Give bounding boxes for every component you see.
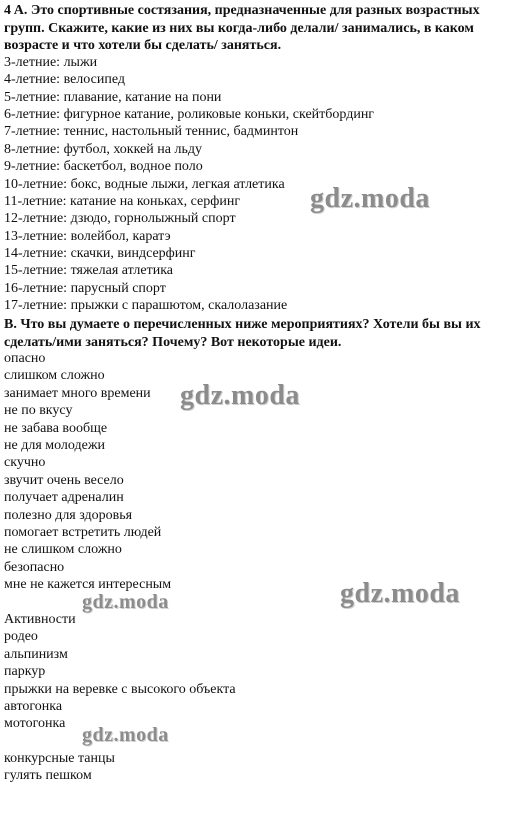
- list-item: 14-летние: скачки, виндсерфинг: [4, 246, 196, 261]
- list-item: 4-летние: велосипед: [4, 72, 125, 87]
- list-item: 11-летние: катание на коньках, серфинг: [4, 194, 241, 209]
- activity-item: автогонка: [4, 699, 63, 714]
- list-item: 7-летние: теннис, настольный теннис, бадминтон: [4, 124, 299, 139]
- list-item: 5-летние: плавание, катание на пони: [4, 90, 222, 105]
- idea-item: звучит очень весело: [4, 473, 124, 488]
- idea-item: не для молодежи: [4, 438, 106, 453]
- watermark-text: gdz.moda: [82, 724, 169, 746]
- list-item: 6-летние: фигурное катание, роликовые коньки, скейтбординг: [4, 107, 375, 122]
- activities-title: Активности: [4, 612, 76, 627]
- idea-item: получает адреналин: [4, 490, 124, 505]
- idea-item: опасно: [4, 351, 46, 366]
- activity-item: родео: [4, 629, 38, 644]
- idea-item: безопасно: [4, 560, 65, 575]
- list-item: 12-летние: дзюдо, горнолыжный спорт: [4, 211, 236, 226]
- watermark-text: gdz.moda: [310, 183, 430, 214]
- idea-item: занимает много времени: [4, 386, 151, 401]
- section-b-heading: B. Что вы думаете о перечисленных ниже мероприятиях? Хотели бы вы их сделать/ими заняться? Почему? Вот некоторые идеи.: [4, 317, 481, 350]
- activity-item: мотогонка: [4, 716, 66, 731]
- list-item: 3-летние: лыжи: [4, 55, 98, 70]
- idea-item: мне не кажется интересным: [4, 577, 172, 592]
- idea-item: скучно: [4, 455, 46, 470]
- activity-item: прыжки на веревке с высокого объекта: [4, 682, 236, 697]
- watermark-text: gdz.moda: [82, 591, 169, 613]
- list-item: 13-летние: волейбол, каратэ: [4, 229, 171, 244]
- activity-item: паркур: [4, 664, 46, 679]
- section-a-heading: 4 A. Это спортивные состязания, предназначенные для разных возрастных групп. Скажите, какие из них вы когда-либо делали/ занимались, в каком возрасте и что хотели бы сделать/ заняться.: [4, 3, 480, 53]
- list-item: 8-летние: футбол, хоккей на льду: [4, 142, 202, 157]
- idea-item: полезно для здоровья: [4, 508, 133, 523]
- idea-item: помогает встретить людей: [4, 525, 162, 540]
- idea-item: слишком сложно: [4, 368, 105, 383]
- list-item: 9-летние: баскетбол, водное поло: [4, 159, 203, 174]
- activity-item: гулять пешком: [4, 768, 92, 783]
- list-item: 10-летние: бокс, водные лыжи, легкая атлетика: [4, 177, 285, 192]
- activity-item: альпинизм: [4, 647, 68, 662]
- list-item: 15-летние: тяжелая атлетика: [4, 263, 174, 278]
- list-item: 17-летние: прыжки с парашютом, скалолазание: [4, 298, 288, 313]
- list-item: 16-летние: парусный спорт: [4, 281, 166, 296]
- watermark-text: gdz.moda: [180, 380, 300, 411]
- watermark-text: gdz.moda: [340, 578, 460, 609]
- activity-item: конкурсные танцы: [4, 751, 115, 766]
- idea-item: не слишком сложно: [4, 542, 122, 557]
- idea-item: не забава вообще: [4, 421, 108, 436]
- idea-item: не по вкусу: [4, 403, 73, 418]
